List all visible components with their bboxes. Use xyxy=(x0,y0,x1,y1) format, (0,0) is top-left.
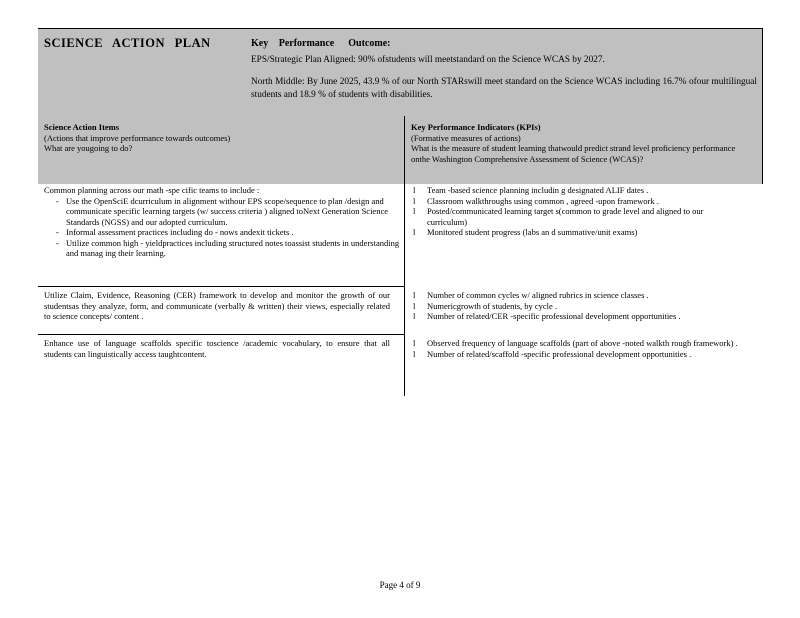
kpi-text: Classroom walkthroughs using common , agreed -upon framework . xyxy=(427,195,659,206)
action-cell-3 xyxy=(44,338,390,359)
bullet-icon: l xyxy=(413,300,416,311)
column-divider xyxy=(404,116,405,396)
action-intro: Utilize Claim, Evidence, Reasoning (CER) framework to develop and monitor the growth of our studentsas they analyze, form, and communicate (verbally & written) their views, especially related to science concepts/ content . xyxy=(44,290,390,321)
bullet-icon: l xyxy=(413,206,416,216)
action-cell-1 xyxy=(44,185,402,259)
bullet-icon: l xyxy=(413,185,416,195)
kpi-item xyxy=(410,301,755,312)
page-number: Page 4 of 9 xyxy=(379,580,421,590)
bullet-icon: l xyxy=(413,290,416,300)
kpi-item xyxy=(410,349,755,360)
kpi-cell-3 xyxy=(410,338,755,359)
header-right-border xyxy=(762,28,763,184)
kpi-cell-2 xyxy=(410,290,755,322)
kpi-item xyxy=(410,338,755,349)
header-top-border xyxy=(38,28,762,29)
kpi-item xyxy=(410,290,755,301)
kpi-text: Number of related/CER -specific professional development opportunities . xyxy=(427,311,681,321)
kpi-text: Number of common cycles w/ aligned rubrics in science classes . xyxy=(427,290,649,300)
action-items-question: What are yougoing to do? xyxy=(44,143,133,153)
kpi-text: Monitored student progress (labs an d summative/unit exams) xyxy=(427,227,638,237)
action-item-list xyxy=(44,196,402,259)
bullet-icon: l xyxy=(413,311,416,321)
key-performance-outcome-label xyxy=(251,38,390,49)
right-column-heading xyxy=(411,122,741,164)
bullet-icon: l xyxy=(413,348,416,359)
kpi-text: Numericgrowth of students, by cycle . xyxy=(427,300,558,311)
action-item: - Informal assessment practices including do - nows andexit tickets . xyxy=(44,227,402,238)
kpi-text: Team -based science planning includin g designated ALIF dates . xyxy=(427,185,649,195)
eps-aligned-outcome: EPS/Strategic Plan Aligned: 90% ofstudents will meetstandard on the Science WCAS by 2027. xyxy=(251,55,605,65)
kpo-label: Key Performance xyxy=(251,38,335,49)
action-cell-2 xyxy=(44,290,390,322)
kpi-text: Number of related/scaffold -specific professional development opportunities . xyxy=(427,348,692,359)
left-column-heading xyxy=(44,122,399,154)
kpi-heading: Key Performance Indicators (KPIs) xyxy=(411,122,541,132)
kpi-question: What is the measure of student learning thatwould predict strand level proficiency performance onthe Washington Comprehensive Assessment of Science (WCAS)? xyxy=(411,143,736,164)
kpo-outcome-label: Outcome: xyxy=(348,38,391,49)
north-middle-outcome: North Middle: By June 2025, 43.9 % of our North STARswill meet standard on the Science WCAS including 16.7% ofour multilingual students and 18.9 % of students with disabilities. xyxy=(251,77,757,100)
kpi-subheading: (Formative measures of actions) xyxy=(411,132,521,143)
row-divider-1 xyxy=(38,286,405,287)
bullet-icon: l xyxy=(413,338,416,348)
kpi-text: Posted/communicated learning target s(common to grade level and aligned to our curriculum) xyxy=(427,206,704,227)
bullet-icon: l xyxy=(413,195,416,206)
bullet-icon: l xyxy=(413,227,416,237)
action-item: - Use the OpenSciE dcurriculum in alignment withour EPS scope/sequence to plan /design and communicate specific learning targets (w/ success criteria ) aligned toNext Generation Science Standards (NGSS) and our adopted curriculum. xyxy=(44,196,402,228)
action-items-subheading: (Actions that improve performance towards outcomes) xyxy=(44,132,231,143)
plan-title: SCIENCE ACTION PLAN xyxy=(44,36,211,50)
kpi-item xyxy=(410,185,730,196)
kpi-item xyxy=(410,227,730,238)
kpi-cell-1 xyxy=(410,185,730,238)
kpi-text: Observed frequency of language scaffolds (part of above -noted walkth rough framework) . xyxy=(427,338,738,348)
action-item: - Utilize common high - yieldpractices including structured notes toassist students in understanding and manag ing their learning. xyxy=(44,238,402,259)
action-intro: Common planning across our math -spe cific teams to include : xyxy=(44,185,260,195)
kpi-item xyxy=(410,206,730,227)
kpi-item xyxy=(410,311,755,322)
row-divider-2 xyxy=(38,334,405,335)
kpi-item xyxy=(410,196,730,207)
action-intro: Enhance use of language scaffolds specific toscience /academic vocabulary, to ensure that all students can linguistically access taughtcontent. xyxy=(44,338,390,359)
action-items-heading: Science Action Items xyxy=(44,122,120,132)
